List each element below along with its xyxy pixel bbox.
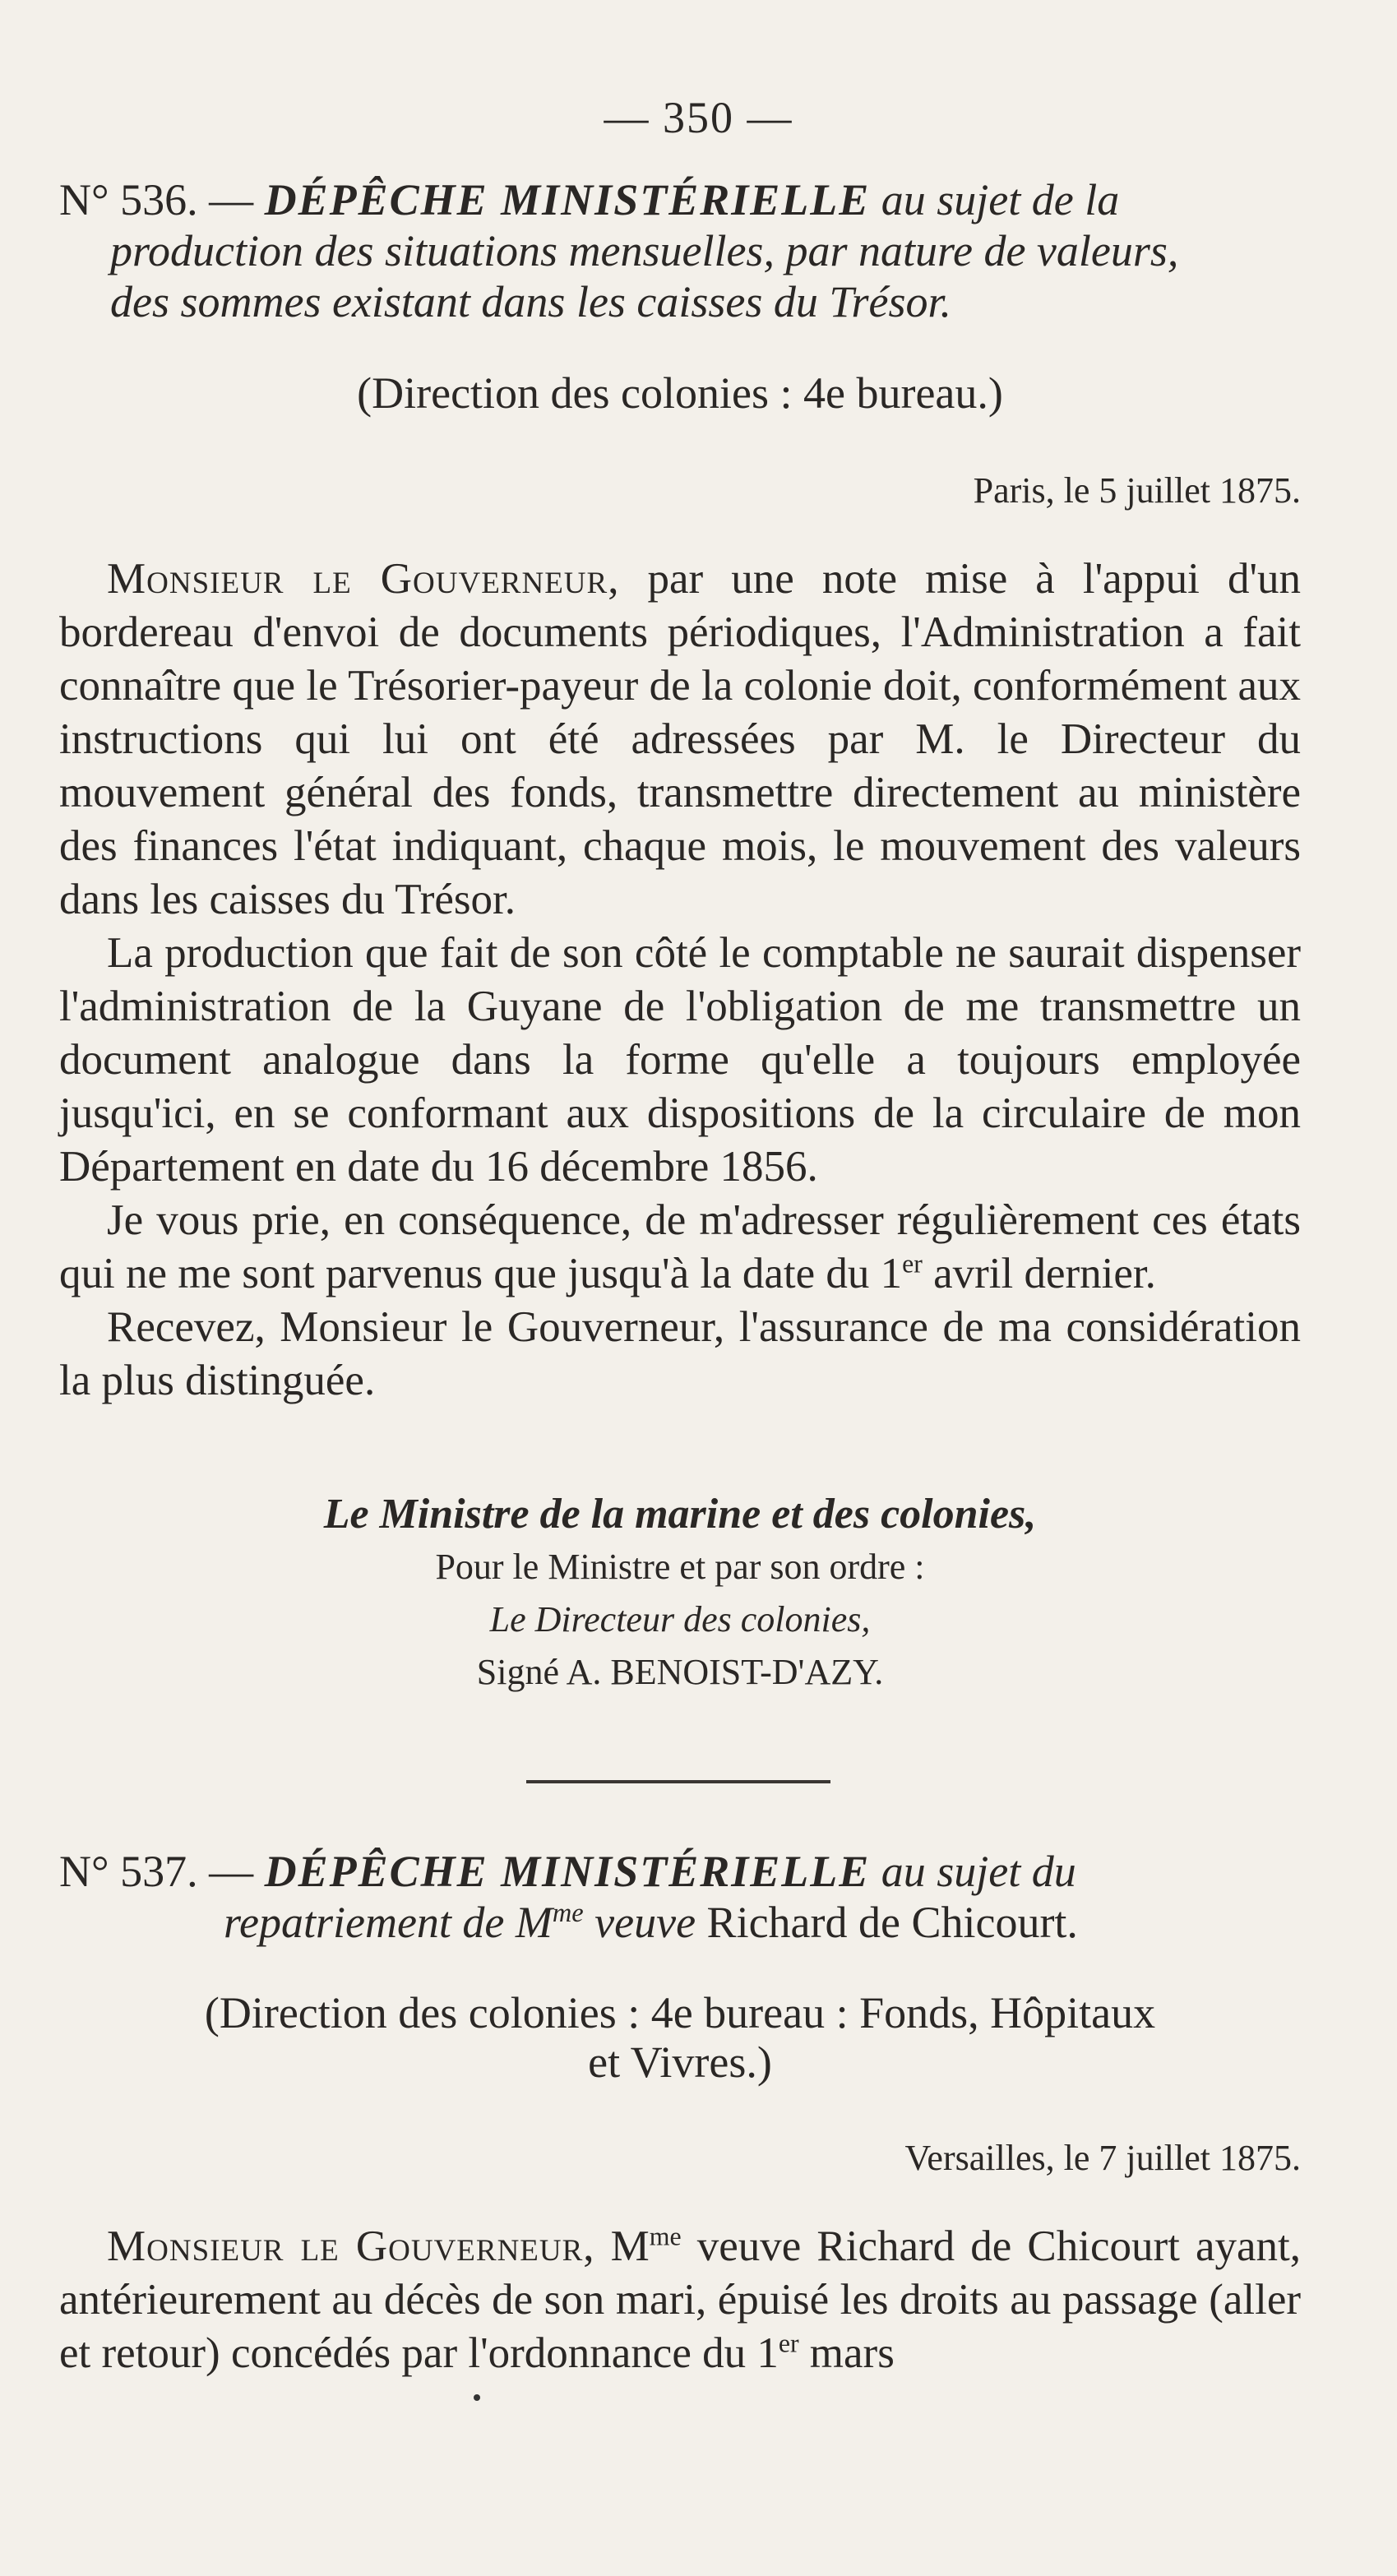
doc-537-direction [59, 1988, 1301, 2087]
page-number: — 350 — [604, 93, 793, 142]
doc-536-subject-line1: au sujet de la [870, 175, 1120, 224]
doc-536-dateline: Paris, le 5 juillet 1875. [973, 470, 1301, 511]
signature-name: Signé A. BENOIST-D'AZY. [476, 1652, 884, 1692]
doc-536-paragraph-3: Je vous prie, en conséquence, de m'adresser régulièrement ces états qui ne me sont parvenus que jusqu'à la date du 1er avril dernier. [59, 1196, 1301, 1297]
signature-order: Pour le Ministre et par son ordre : [435, 1547, 925, 1587]
doc-537-title: DÉPÊCHE MINISTÉRIELLE [264, 1847, 871, 1896]
doc-536-body [59, 553, 1301, 1408]
doc-536-paragraph-2: La production que fait de son côté le comptable ne saurait dispenser l'administration de la Guyane de l'obligation de me transmettre un document analogue dans la forme qu'elle a toujours employée jusqu'ici, en se conformant aux dispositions de la circulaire de mon Département en date du 16 décembre 1856. [59, 929, 1301, 1191]
doc-537-subject-line1: au sujet du [870, 1847, 1076, 1896]
doc-536-subject-line3: des sommes existant dans les caisses du Trésor. [110, 277, 951, 326]
doc-536-paragraph-4: Recevez, Monsieur le Gouverneur, l'assurance de ma considération la plus distinguée. [59, 1303, 1301, 1404]
print-speck [474, 2394, 480, 2401]
doc-536-signature [59, 1488, 1301, 1699]
doc-537-number: N° 537. — [59, 1847, 265, 1896]
signature-director: Le Directeur des colonies, [489, 1599, 871, 1639]
doc-536-subject-line2: production des situations mensuelles, par nature de valeurs, [110, 226, 1179, 275]
doc-537-heading [59, 1846, 1301, 1948]
section-divider [526, 1780, 830, 1783]
signature-minister: Le Ministre de la marine et des colonies, [323, 1491, 1037, 1538]
doc-536-heading [59, 174, 1301, 327]
doc-537-body [59, 2220, 1301, 2380]
doc-537-dateline: Versailles, le 7 juillet 1875. [904, 2138, 1301, 2178]
doc-536-number: N° 536. — [59, 175, 265, 224]
doc-536-paragraph-1: Monsieur le Gouverneur, par une note mise à l'appui d'un bordereau d'envoi de documents périodiques, l'Administration a fait connaître que le Trésorier-payeur de la colonie doit, conformément aux instructions qui lui ont été adressées par M. le Directeur du mouvement général des fonds, transmettre directement au ministère des finances l'état indiquant, chaque mois, le mouvement des valeurs dans les caisses du Trésor. [59, 555, 1301, 923]
doc-536-direction: (Direction des colonies : 4e bureau.) [357, 368, 1003, 418]
doc-536-title: DÉPÊCHE MINISTÉRIELLE [264, 175, 871, 224]
doc-537-direction-line2: et Vivres.) [588, 2037, 772, 2087]
doc-537-salutation: Monsieur le Gouverneur, [107, 2222, 595, 2270]
doc-537-paragraph-1: Monsieur le Gouverneur, $M^{me}$ veuve Richard de Chicourt ayant, antérieurement au décès de son mari, épuisé les droits au passage (aller et retour) concédés par l'ordonnance du 1er mars [59, 2222, 1301, 2377]
doc-537-subject-line2: repatriement de $M^{me}$ veuve Richard de Chicourt. [224, 1898, 1078, 1947]
doc-536-salutation: Monsieur le Gouverneur, [107, 555, 620, 603]
doc-537-direction-line1: (Direction des colonies : 4e bureau : Fonds, Hôpitaux [204, 1988, 1156, 2037]
